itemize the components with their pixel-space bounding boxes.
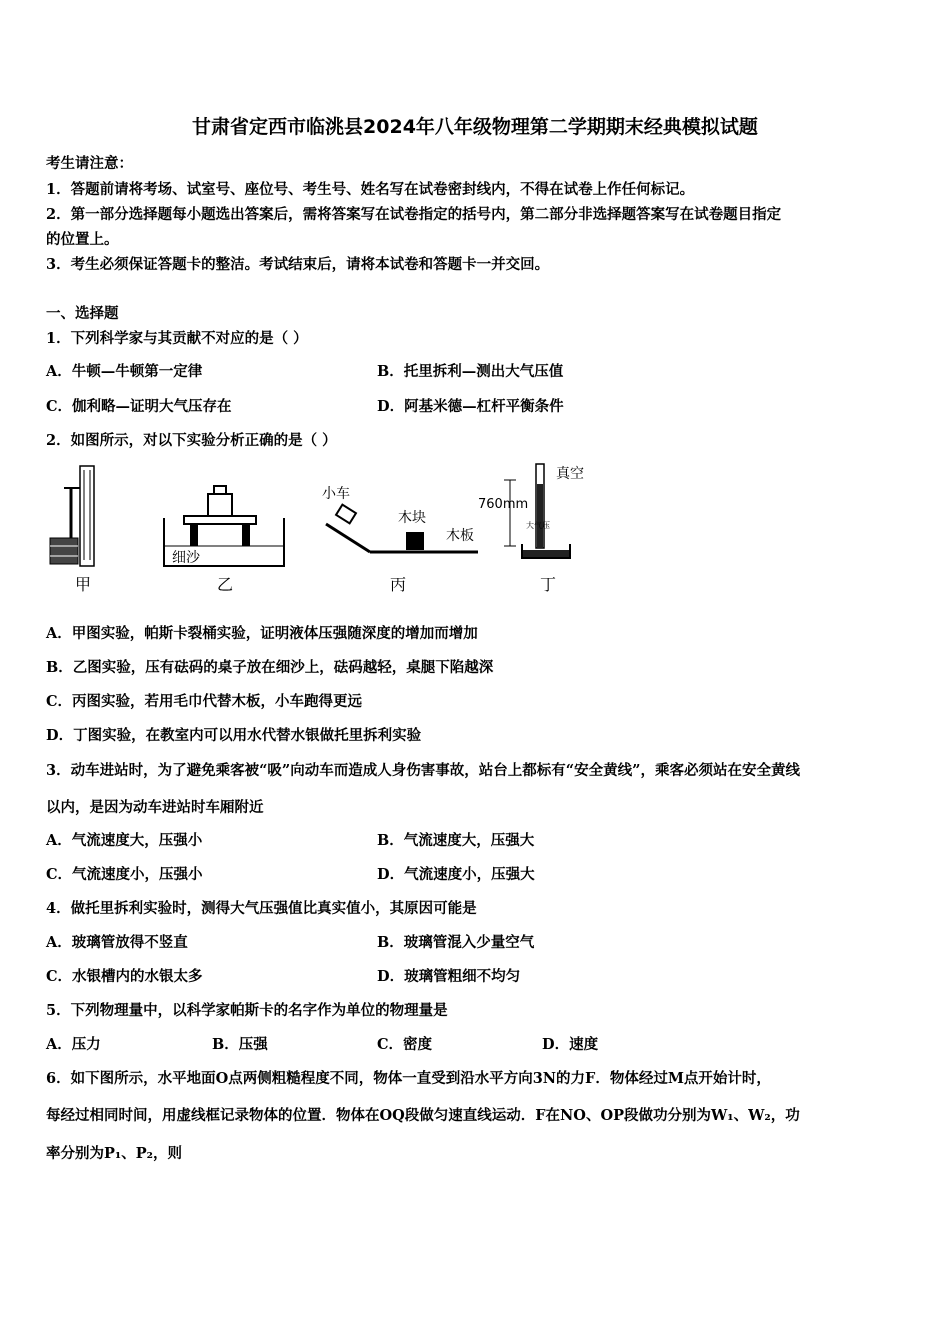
- q5-option-b: B．压强: [212, 1036, 268, 1053]
- figure-label-vacuum: 真空: [556, 466, 584, 482]
- figure-label-block: 木块: [398, 510, 426, 526]
- figure-jia: [44, 460, 104, 570]
- figure-label-atm: 大气压: [526, 521, 550, 530]
- figure-label-board: 木板: [446, 528, 474, 544]
- section-heading: 一、选择题: [46, 305, 119, 322]
- notice-item-1: 1．答题前请将考场、试室号、座位号、考生号、姓名写在试卷密封线内，不得在试卷上作任何标记。: [46, 181, 695, 198]
- q5-option-d: D．速度: [542, 1036, 599, 1053]
- q4-option-d: D．玻璃管粗细不均匀: [377, 968, 521, 985]
- q2-option-c: C．丙图实验，若用毛巾代替木板，小车跑得更远: [46, 693, 363, 710]
- figure-caption-ding: 丁: [540, 575, 557, 594]
- figure-yi: [160, 478, 290, 572]
- notice-item-2: 2．第一部分选择题每小题选出答案后，需将答案写在试卷指定的括号内，第二部分非选择题答案写在试卷题目指定: [46, 206, 782, 223]
- q5-option-c: C．密度: [377, 1036, 433, 1053]
- q1-stem: 1．下列科学家与其贡献不对应的是（ ）: [46, 330, 308, 347]
- q3-stem-line2: 以内，是因为动车进站时车厢附近: [46, 799, 264, 816]
- q3-stem-line1: 3．动车进站时，为了避免乘客被“吸”向动车而造成人身伤害事故，站台上都标有“安全黄线”，乘客必须站在安全黄线: [46, 762, 800, 779]
- q2-option-d: D．丁图实验，在教室内可以用水代替水银做托里拆利实验: [46, 727, 422, 744]
- q1-option-d: D．阿基米德—杠杆平衡条件: [377, 398, 564, 415]
- q3-option-c: C．气流速度小，压强小: [46, 866, 203, 883]
- q2-option-b: B．乙图实验，压有砝码的桌子放在细沙上，砝码越轻，桌腿下陷越深: [46, 659, 494, 676]
- q3-option-b: B．气流速度大，压强大: [377, 832, 535, 849]
- figure-caption-jia: 甲: [75, 575, 92, 594]
- figure-label-cart: 小车: [322, 486, 350, 502]
- figure-ding: [474, 458, 584, 570]
- q5-option-a: A．压力: [46, 1036, 101, 1053]
- q3-option-a: A．气流速度大，压强小: [46, 832, 203, 849]
- figure-label-sand: 细沙: [172, 550, 200, 566]
- q6-stem-line2: 每经过相同时间，用虚线框记录物体的位置．物体在OQ段做匀速直线运动．F在NO、OP段做功分别为W₁、W₂，功: [46, 1107, 800, 1124]
- q4-option-c: C．水银槽内的水银太多: [46, 968, 203, 985]
- q4-option-a: A．玻璃管放得不竖直: [46, 934, 188, 951]
- q3-option-d: D．气流速度小，压强大: [377, 866, 535, 883]
- q4-option-b: B．玻璃管混入少量空气: [377, 934, 535, 951]
- q2-option-a: A．甲图实验，帕斯卡裂桶实验，证明液体压强随深度的增加而增加: [46, 625, 478, 642]
- figure-bing: [318, 480, 488, 570]
- figure-label-760mm: 760mm: [478, 497, 529, 512]
- q1-option-a: A．牛顿—牛顿第一定律: [46, 363, 203, 380]
- notice-heading: 考生请注意：: [46, 155, 133, 172]
- q5-stem: 5．下列物理量中，以科学家帕斯卡的名字作为单位的物理量是: [46, 1002, 448, 1019]
- q1-option-c: C．伽利略—证明大气压存在: [46, 398, 232, 415]
- notice-item-2-cont: 的位置上。: [46, 231, 119, 248]
- q4-stem: 4．做托里拆利实验时，测得大气压强值比真实值小，其原因可能是: [46, 900, 477, 917]
- figure-caption-yi: 乙: [217, 575, 234, 594]
- q6-stem-line1: 6．如下图所示，水平地面O点两侧粗糙程度不同，物体一直受到沿水平方向3N的力F．物体经过M点开始计时，: [46, 1070, 771, 1087]
- q1-option-b: B．托里拆利—测出大气压值: [377, 363, 564, 380]
- q6-stem-line3: 率分别为P₁、P₂，则: [46, 1145, 183, 1162]
- notice-item-3: 3．考生必须保证答题卡的整洁。考试结束后，请将本试卷和答题卡一并交回。: [46, 256, 550, 273]
- page-title: 甘肃省定西市临洮县2024年八年级物理第二学期期末经典模拟试题: [192, 116, 758, 138]
- figure-caption-bing: 丙: [390, 575, 407, 594]
- q2-stem: 2．如图所示，对以下实验分析正确的是（ ）: [46, 432, 337, 449]
